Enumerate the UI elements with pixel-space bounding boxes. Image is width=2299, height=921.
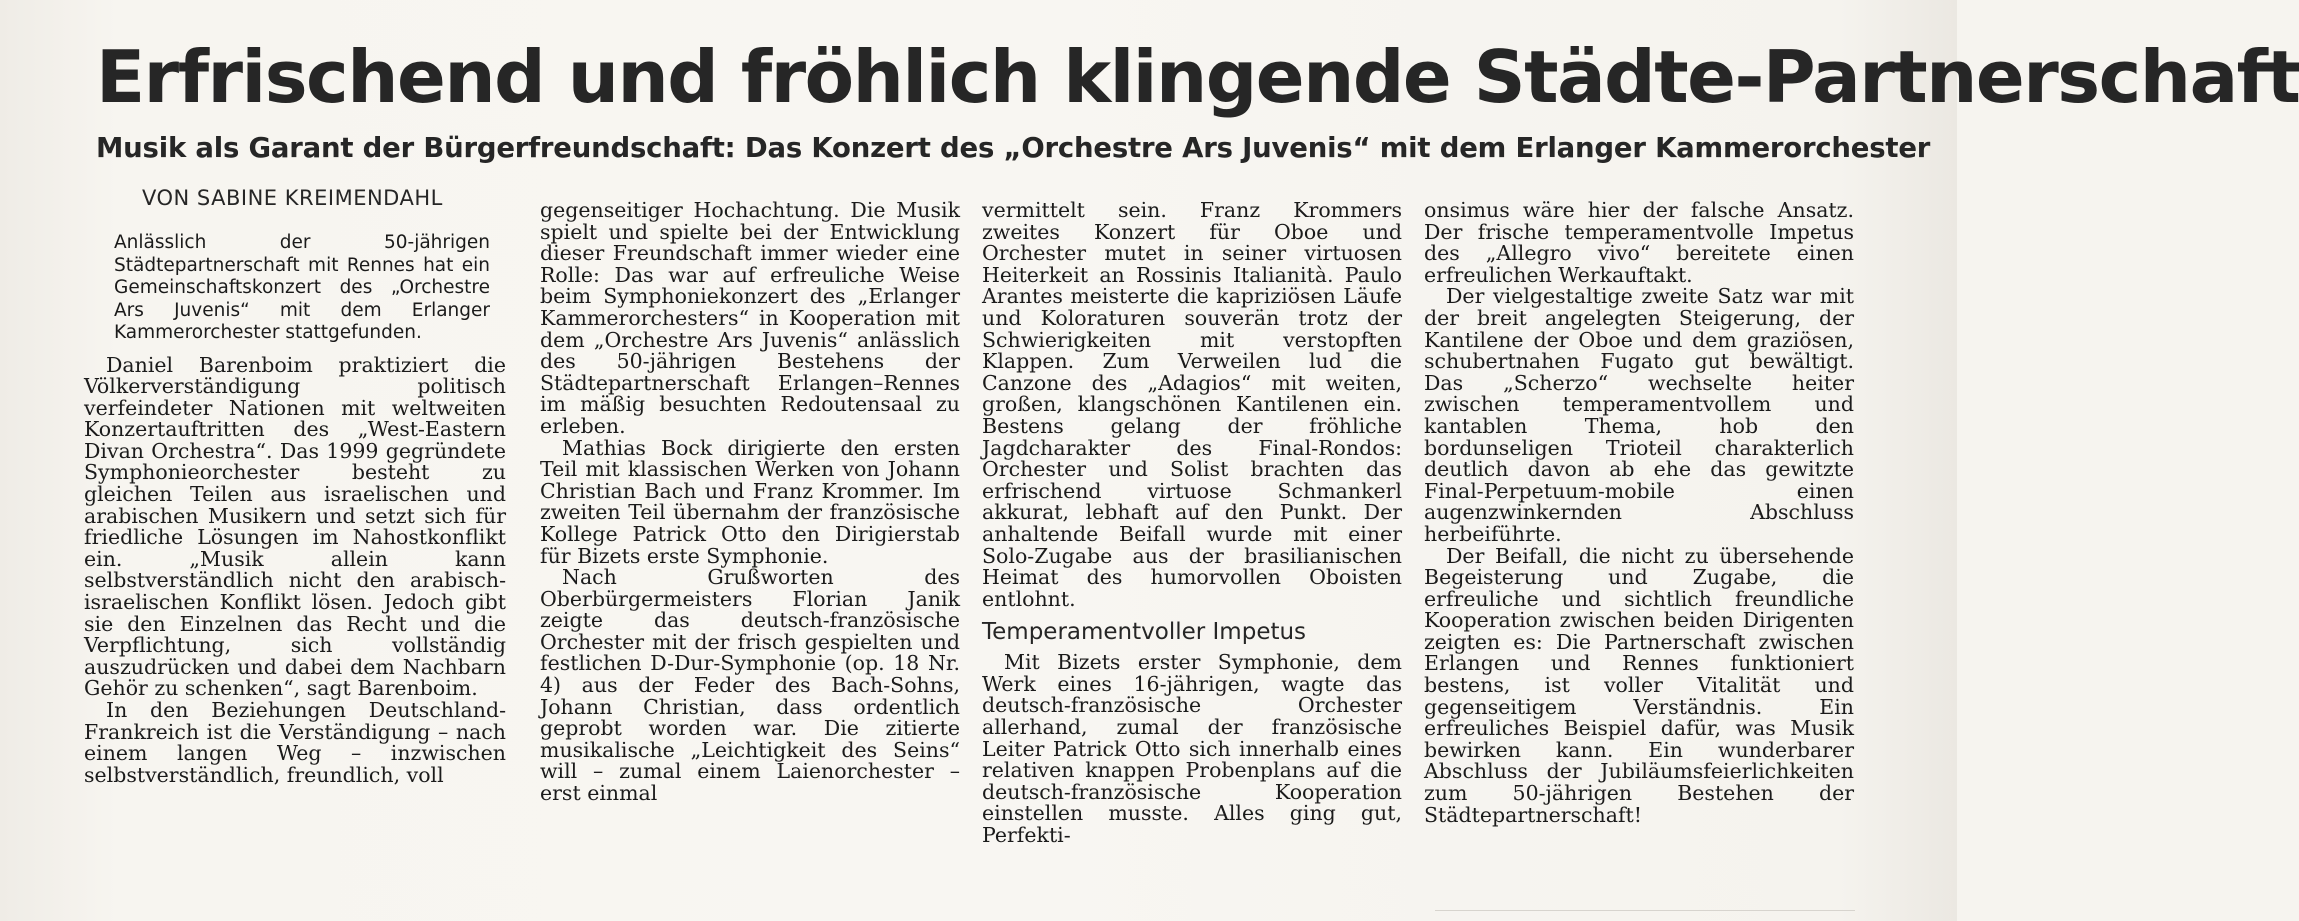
body-paragraph: Mit Bizets erster Symphonie, dem Werk eines 16-jährigen, wagte das deutsch-französische Orchester allerhand, zumal der französische Leiter Patrick Otto sich innerhalb eines relativen knappen Probenplans auf die deutsch-französische Kooperation einstellen musste. Alles ging gut, Perfekti- bbox=[982, 650, 1402, 848]
lead-paragraph: Anlässlich der 50-jährigen Städtepartnerschaft mit Rennes hat ein Gemeinschaftskonzert des „Orchestre Ars Juvenis“ mit dem Erlanger Kammerorchester stattgefunden. bbox=[114, 232, 490, 343]
body-paragraph: In den Beziehungen Deutschland-Frankreich ist die Verständigung – nach einem langen Weg – inzwischen selbstverständlich, freundlich, voll bbox=[84, 698, 506, 787]
body-paragraph: Der Beifall, die nicht zu übersehende Begeisterung und Zugabe, die erfreuliche und sichtlich freundliche Kooperation zwischen beiden Dirigenten zeigten es: Die Partnerschaft zwischen Erlangen und Rennes funktioniert bestens, ist voller Vitalität und gegenseitigem Verständnis. Ein erfreuliches Beispiel dafür, was Musik bewirken kann. Ein wunderbarer Abschluss der Jubiläumsfeierlichkeiten zum 50-jährigen Bestehen der Städtepartnerschaft! bbox=[1424, 543, 1854, 827]
column-rule bbox=[1435, 910, 1855, 911]
section-subheading: Temperamentvoller Impetus bbox=[982, 619, 1307, 646]
body-paragraph: Der vielgestaltige zweite Satz war mit der breit angelegten Steigerung, der Kantilene der Oboe und dem graziösen, schubertnahen Fugato gut bewältigt. Das „Scherzo“ wechselte heiter zwischen temperamentvollem und kantablen Thema, hob den bordunseligen Trioteil charakterlich deutlich davon ab ehe das gewitzte Final-Perpetuum-mobile einen augenzwinkernden Abschluss herbeiführte. bbox=[1424, 284, 1854, 546]
article-column-3 bbox=[982, 200, 1402, 847]
article-column-4 bbox=[1424, 200, 1854, 826]
body-paragraph: gegenseitiger Hochachtung. Die Musik spielt und spielte bei der Entwicklung dieser Freundschaft immer wieder eine Rolle: Das war auf erfreuliche Weise beim Symphoniekonzert des „Erlanger Kammerorchesters“ in Kooperation mit dem „Orchestre Ars Juvenis“ anlässlich des 50-jährigen Bestehens der Städtepartnerschaft Erlangen–Rennes im mäßig besuchten Redoutensaal zu erleben. bbox=[540, 198, 960, 438]
body-paragraph: onsimus wäre hier der falsche Ansatz. Der frische temperamentvolle Impetus des „Allegro vivo“ bereitete einen erfreulichen Werkauftakt. bbox=[1424, 198, 1854, 287]
body-paragraph: Daniel Barenboim praktiziert die Völkerverständigung politisch verfeindeter Nationen mit weltweiten Konzertauftritten des „West-Eastern Divan Orchestra“. Das 1999 gegründete Symphonieorchester besteht zu gleichen Teilen aus israelischen und arabischen Musikern und setzt sich für friedliche Lösungen im Nahostkonflikt ein. „Musik allein kann selbstverständlich nicht den arabisch-israelischen Konflikt lösen. Jedoch gibt sie den Einzelnen das Recht und die Verpflichtung, sich vollständig auszudrücken und dabei dem Nachbarn Gehör zu schenken“, sagt Barenboim. bbox=[84, 352, 506, 701]
article-column-2 bbox=[540, 200, 960, 805]
headline: Erfrischend und fröhlich klingende Städte-Partnerschaft bbox=[96, 35, 2299, 119]
body-paragraph: vermittelt sein. Franz Krommers zweites Konzert für Oboe und Orchester mutet in seiner virtuosen Heiterkeit an Rossinis Italianità. Paulo Arantes meisterte die kapriziösen Läufe und Koloraturen souverän trotz der Schwierigkeiten mit verstopften Klappen. Zum Verweilen lud die Canzone des „Adagios“ mit weiten, großen, klangschönen Kantilenen ein. Bestens gelang der fröhliche Jagdcharakter des Final-Rondos: Orchester und Solist brachten das erfrischend virtuose Schmankerl akkurat, lebhaft auf den Punkt. Der anhaltende Beifall wurde mit einer Solo-Zugabe aus der brasilianischen Heimat des humorvollen Oboisten entlohnt. bbox=[982, 198, 1402, 611]
subheadline: Musik als Garant der Bürgerfreundschaft: Das Konzert des „Orchestre Ars Juvenis“ mit dem Erlanger Kammerorchester bbox=[96, 132, 1931, 164]
byline: VON SABINE KREIMENDAHL bbox=[142, 186, 443, 210]
body-paragraph: Nach Grußworten des Oberbürgermeisters Florian Janik zeigte das deutsch-französische Orchester mit der frisch gespielten und festlichen D-Dur-Symphonie (op. 18 Nr. 4) aus der Feder des Bach-Sohns, Johann Christian, dass ordentlich geprobt worden war. Die zitierte musikalische „Leichtigkeit des Seins“ will – zumal einem Laienorchester – erst einmal bbox=[540, 565, 960, 806]
article-column-1 bbox=[84, 232, 506, 786]
body-paragraph: Mathias Bock dirigierte den ersten Teil mit klassischen Werken von Johann Christian Bach und Franz Krommer. Im zweiten Teil übernahm der französische Kollege Patrick Otto den Dirigierstab für Bizets erste Symphonie. bbox=[540, 435, 960, 568]
